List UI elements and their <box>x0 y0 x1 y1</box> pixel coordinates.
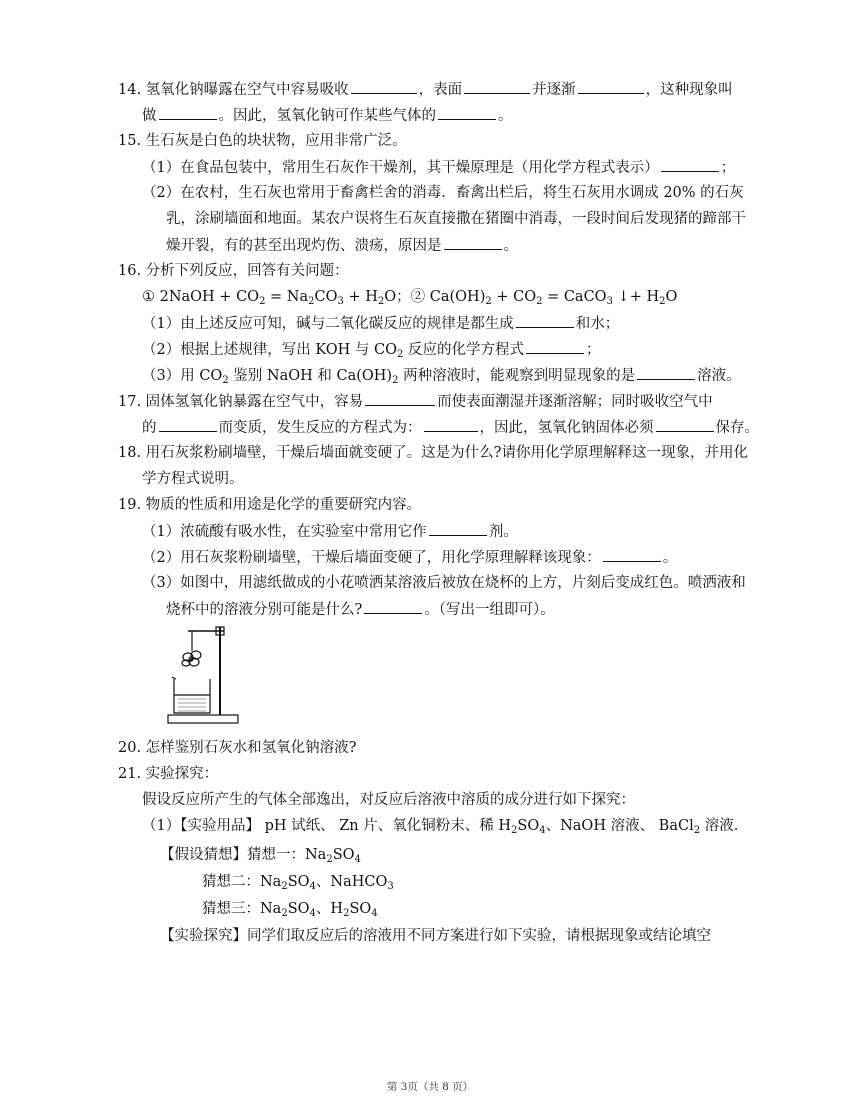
g2-sub2: 4 <box>309 881 316 892</box>
q16-blank-2[interactable] <box>526 339 584 354</box>
q16-part2 <box>142 339 601 360</box>
g2-sub1: 2 <box>281 881 288 892</box>
q21-experiment: 【实验探究】同学们取反应后的溶液用不同方案进行如下实验，请根据现象或结论填空 <box>160 928 711 944</box>
q15-part2-b: 乳，涂刷墙面和地面。某农户误将生石灰直接撒在猪圈中消毒，一段时间后发现猪的蹄部干 <box>166 211 746 227</box>
stand-base <box>168 715 238 723</box>
q16-equations <box>142 287 677 307</box>
eq-sub: 2 <box>377 296 385 307</box>
q16-p3-text3: 两种溶液时，能观察到明显现象的是 <box>398 368 636 384</box>
q21-p1-text3: 、NaOH 溶液、 BaCl <box>545 818 694 834</box>
q21-p1-sub2: 4 <box>539 825 546 836</box>
q21-p1-sub3: 2 <box>693 825 701 836</box>
q21-intro: 假设反应所产生的气体全部逸出，对反应后溶液中溶质的成分进行如下探究： <box>142 792 635 808</box>
eq-sub: 2 <box>485 296 492 307</box>
g2-text3: 、NaHCO <box>315 874 388 890</box>
q21-stem: 21. 实验探究： <box>118 766 219 782</box>
q14-text-b: ，表面 <box>418 82 463 98</box>
q19-p2-text: （2）用石灰浆粉刷墙壁，干燥后墙面变硬了，用化学原理解释该现象： <box>142 550 601 566</box>
q16-p2-end: ； <box>586 342 601 358</box>
eq-sub: 3 <box>337 296 344 307</box>
q21-guess-3 <box>202 899 378 919</box>
g3-text2: SO <box>287 901 310 917</box>
g3-text: 猜想三：Na <box>202 901 282 917</box>
q19-blank-3[interactable] <box>364 599 422 614</box>
eq-sub: 3 <box>606 296 613 307</box>
q16-blank-1[interactable] <box>516 313 574 328</box>
paper-flower <box>182 651 201 666</box>
q16-blank-3[interactable] <box>637 365 695 380</box>
g3-text4: SO <box>349 901 372 917</box>
q18-line1: 18. 用石灰浆粉刷墙壁，干燥后墙面就变硬了。这是为什么?请你用化学原理解释这一现象，并用化 <box>118 445 748 461</box>
q16-p1-end: 和水； <box>575 316 620 332</box>
q14-text-g: 。 <box>498 108 513 124</box>
q19-p3b-end: 。（写出一组即可）。 <box>424 602 555 618</box>
q15-p2c-end: 。 <box>503 238 518 254</box>
q14-blank-3[interactable] <box>578 79 644 94</box>
eq-part: O <box>665 289 678 305</box>
eq-part: CO <box>314 289 338 305</box>
q14-blank-1[interactable] <box>351 79 417 94</box>
q19-part2 <box>142 547 677 568</box>
q17-blank-3[interactable] <box>424 417 478 432</box>
q17-text-f: 保存。 <box>715 420 759 436</box>
g1-text: 【假设猜想】猜想一：Na <box>160 847 327 863</box>
q15-p1-end: ； <box>720 160 736 176</box>
q16-p3-text2: 鉴别 NaOH 和 Ca(OH) <box>228 368 393 384</box>
q19-stem: 19. 物质的性质和用途是化学的重要研究内容。 <box>118 497 422 513</box>
q14-text-a: 14. 氢氧化钠曝露在空气中容易吸收 <box>118 82 349 98</box>
g2-text2: SO <box>287 874 310 890</box>
q21-p1-sub1: 2 <box>511 825 518 836</box>
q19-part3-a: （3）如图中，用滤纸做成的小花喷洒某溶液后被放在烧杯的上方，片刻后变成红色。喷洒液和 <box>142 575 746 591</box>
q15-part1 <box>142 157 735 178</box>
q15-blank-2[interactable] <box>444 235 502 250</box>
eq-part: = CaCO <box>542 289 607 305</box>
page-footer: 第 3页（共 8 页） <box>386 1081 474 1093</box>
q15-p1-text: （1）在食品包装中，常用生石灰作干燥剂，其干燥原理是（用化学方程式表示） <box>142 160 659 176</box>
g3-sub1: 2 <box>281 908 288 919</box>
g3-sub4: 4 <box>371 908 378 919</box>
q16-p3-sub1: 2 <box>222 375 229 386</box>
g3-sub3: 2 <box>343 908 350 919</box>
g1-sub1: 2 <box>326 854 333 865</box>
q16-p2-text: （2）根据上述规律，写出 KOH 与 CO <box>142 342 398 358</box>
q18-line2: 学方程式说明。 <box>142 471 244 487</box>
q14-text-e: 做 <box>142 108 157 124</box>
q17-blank-1[interactable] <box>365 391 435 406</box>
q19-blank-1[interactable] <box>429 521 487 536</box>
q16-p2-sub: 2 <box>397 349 404 360</box>
q20-question: 20. 怎样鉴别石灰水和氢氧化钠溶液? <box>118 740 357 756</box>
q19-p3b-text: 烧杯中的溶液分别可能是什么? <box>166 602 363 618</box>
q17-text-a: 17. 固体氢氧化钠暴露在空气中，容易 <box>118 394 364 410</box>
eq-part: = Na <box>265 289 309 305</box>
q16-stem: 16. 分析下列反应，回答有关问题： <box>118 263 349 279</box>
eq-sub: 2 <box>308 296 315 307</box>
q16-part3 <box>142 365 741 386</box>
liquid-hatching <box>178 699 206 711</box>
g2-text: 猜想二：Na <box>202 874 282 890</box>
q14-line2 <box>142 105 513 126</box>
eq-part: ↓+ H <box>612 289 660 305</box>
q16-p3-sub2: 2 <box>392 375 399 386</box>
q14-line1 <box>118 79 733 100</box>
q17-text-c: 的 <box>142 420 157 436</box>
q19-p2-end: 。 <box>662 550 678 566</box>
q17-line1 <box>118 391 713 412</box>
q14-blank-5[interactable] <box>438 105 496 120</box>
eq-sub: 2 <box>259 296 266 307</box>
g1-text2: SO <box>332 847 355 863</box>
q21-guess-2 <box>202 872 394 892</box>
q19-blank-2[interactable] <box>603 547 661 562</box>
q19-p1-end: 剂。 <box>488 524 518 540</box>
q21-p1-text: （1）【实验用品】 pH 试纸、 Zn 片、氧化铜粉末、稀 H <box>142 818 512 834</box>
q17-text-e: ，因此，氢氧化钠固体必须 <box>479 420 654 436</box>
eq-part: ① 2NaOH + CO <box>142 289 260 305</box>
beaker-stand-figure <box>160 617 242 727</box>
eq-sub: 2 <box>659 296 666 307</box>
eq-part: + H <box>343 289 378 305</box>
beaker <box>174 679 210 713</box>
q21-materials <box>142 816 738 836</box>
q17-text-b: 而使表面潮湿并逐渐溶解；同时吸收空气中 <box>437 394 713 410</box>
q15-part2-a: （2）在农村，生石灰也常用于畜禽栏舍的消毒．畜禽出栏后，将生石灰用水调成 20% 的石灰 <box>142 185 744 201</box>
q15-stem: 15. 生石灰是白色的块状物，应用非常广泛。 <box>118 133 407 149</box>
q16-part1 <box>142 313 619 334</box>
q15-blank-1[interactable] <box>661 157 719 172</box>
q14-blank-2[interactable] <box>464 79 530 94</box>
q16-p3-text: （3）用 CO <box>142 368 223 384</box>
g1-sub2: 4 <box>354 854 361 865</box>
q14-text-c: 并逐渐 <box>532 82 576 98</box>
q16-p2-text2: 反应的化学方程式 <box>403 342 524 358</box>
g2-sub3: 3 <box>387 881 394 892</box>
eq-part: + CO <box>491 289 537 305</box>
q19-part1 <box>142 521 518 542</box>
eq-sub: 2 <box>536 296 543 307</box>
q17-line2 <box>142 417 759 438</box>
q16-p1-text: （1）由上述反应可知，碱与二氧化碳反应的规律是都生成 <box>142 316 514 332</box>
q14-text-f: 。因此，氢氧化钠可作某些气体的 <box>218 108 436 124</box>
q21-p1-end: 溶液. <box>700 818 739 834</box>
q14-text-d: ，这种现象叫 <box>645 82 733 98</box>
g3-sub2: 4 <box>309 908 316 919</box>
beaker-lip <box>172 677 176 679</box>
q15-p2c-text: 燥开裂，有的甚至出现灼伤、溃疡，原因是 <box>166 238 442 254</box>
q21-p1-text2: SO <box>517 818 540 834</box>
q21-guess-1 <box>160 845 361 865</box>
q17-text-d: 而变质，发生反应的方程式为： <box>218 420 422 436</box>
q16-p3-end: 溶液。 <box>697 368 741 384</box>
q15-part2-c <box>166 235 518 256</box>
q19-p1-text: （1）浓硫酸有吸水性，在实验室中常用它作 <box>142 524 427 540</box>
q17-blank-2[interactable] <box>159 417 217 432</box>
q17-blank-4[interactable] <box>656 417 714 432</box>
g3-text3: 、H <box>315 901 344 917</box>
eq-part: O；② Ca(OH) <box>384 289 486 305</box>
q14-blank-4[interactable] <box>159 105 217 120</box>
